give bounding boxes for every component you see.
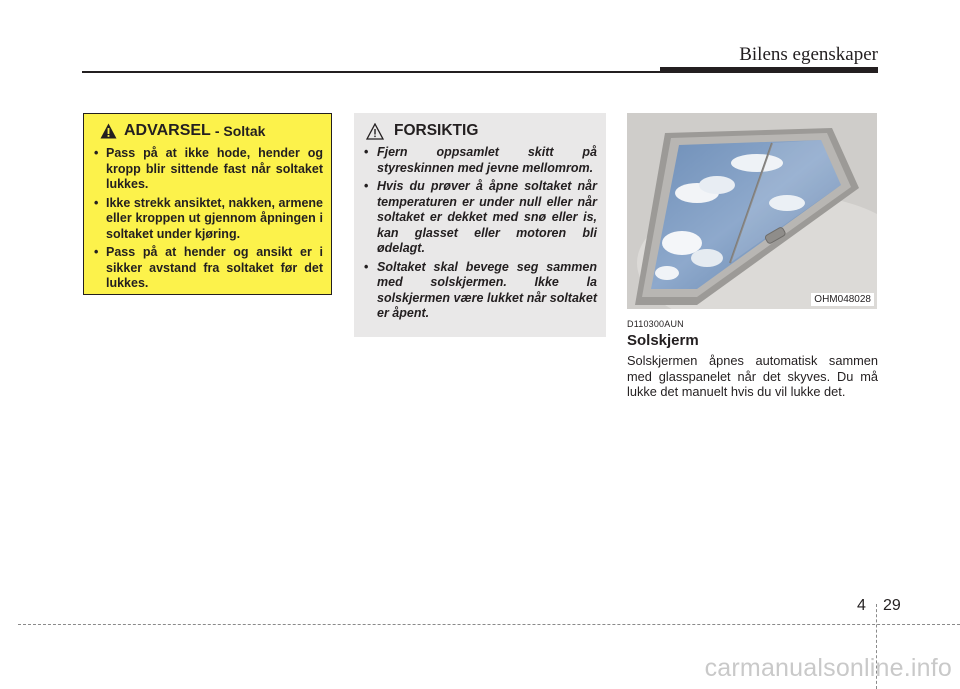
page-number: 29: [883, 597, 901, 614]
header-rule-thick: [660, 67, 878, 73]
section-title: Solskjerm: [627, 332, 699, 349]
warning-list: [94, 146, 323, 292]
caution-box: [354, 113, 606, 337]
warning-triangle-icon: [100, 123, 117, 139]
footer-dashed-line: [18, 624, 960, 625]
watermark: carmanualsonline.info: [704, 654, 952, 682]
warning-item: • Ikke strekk ansiktet, nakken, armene eller kroppen ut gjennom åpningen i soltaket under kjøring.: [94, 196, 323, 243]
caution-heading: [366, 122, 597, 140]
section-code: D110300AUN: [627, 319, 684, 329]
caution-item: • Soltaket skal bevege seg sammen med solskjermen. Ikke la solskjermen være lukket når soltaket er åpent.: [364, 260, 597, 322]
figure-label: OHM048028: [811, 293, 874, 306]
warning-subtitle: - Soltak: [214, 123, 266, 139]
caution-item: • Fjern oppsamlet skitt på styreskinnen med jevne mellomrom.: [364, 145, 597, 176]
caution-title: FORSIKTIG: [394, 122, 479, 139]
section-body: Solskjermen åpnes automatisk sammen med glasspanelet når det skyves. Du må lukke det manuelt hvis du vil lukke det.: [627, 353, 878, 400]
warning-heading: [100, 122, 323, 140]
warning-item: • Pass på at ikke hode, hender og kropp blir sittende fast når soltaket lukkes.: [94, 146, 323, 193]
warning-item: • Pass på at hender og ansikt er i sikker avstand fra soltaket før det lukkes.: [94, 245, 323, 292]
caution-item: • Hvis du prøver å åpne soltaket når temperaturen er under null eller når soltaket er dekket med snø eller is, kan glasset eller motoren bli ødelagt.: [364, 179, 597, 257]
caution-list: [364, 145, 597, 322]
sunroof-illustration: [627, 113, 877, 309]
warning-box: [83, 113, 332, 295]
page-chapter: 4: [857, 597, 866, 614]
caution-triangle-icon: [366, 123, 384, 140]
page-header-title: Bilens egenskaper: [739, 44, 878, 65]
warning-title: ADVARSEL: [124, 122, 211, 139]
sunroof-photo: [627, 113, 877, 309]
header-rule-thin: [82, 71, 662, 73]
